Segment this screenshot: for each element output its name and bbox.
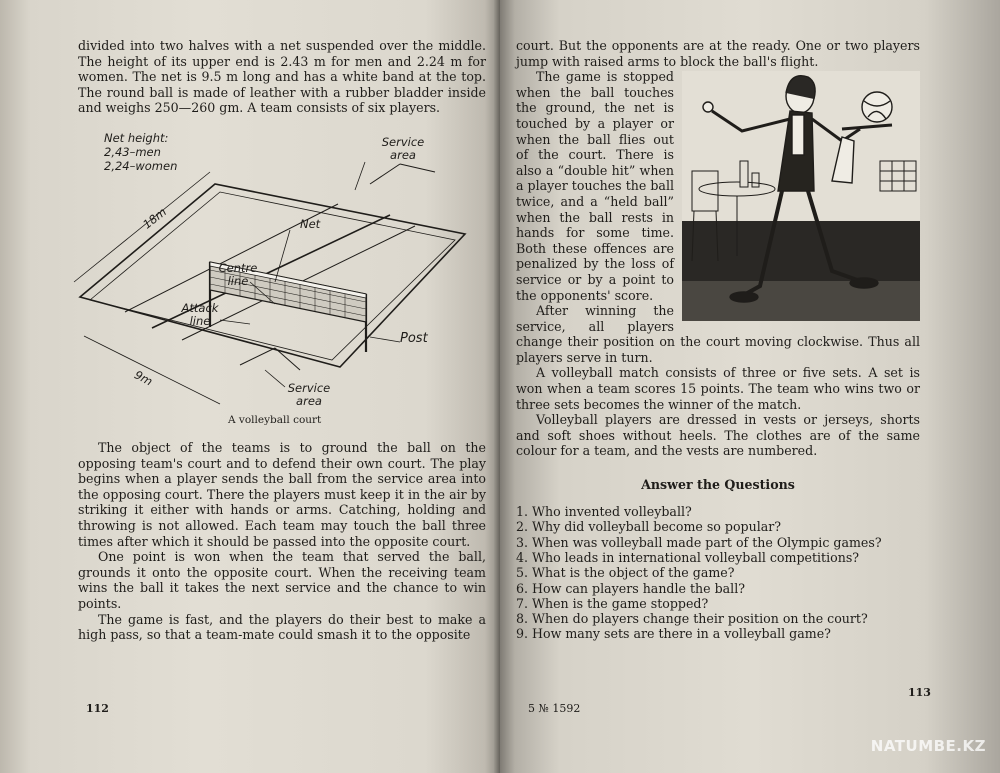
- right-paragraph-1: court. But the opponents are at the ready. One or two players jump with raised arms to block the ball's flight.: [516, 38, 920, 69]
- question-item: 7. When is the game stopped?: [516, 595, 709, 611]
- net-label: Net: [300, 216, 321, 231]
- left-paragraph-3: One point is won when the team that served the ball, grounds it onto the opposite court. When the receiving team wins the ball it takes the next service and the chance to win points.: [78, 549, 486, 611]
- figure-caption: A volleyball court: [228, 413, 322, 426]
- question-item: 2. Why did volleyball become so popular?: [516, 519, 782, 535]
- right-paragraph-4: A volleyball match consists of three or five sets. A set is won when a team scores 15 points. The team who wins two or three sets becomes the winner of the match.: [516, 365, 920, 412]
- service-area-bottom-label: Service area: [287, 380, 331, 408]
- right-paragraph-3: After winning the service, all players change their position on the court moving clockwise. Thus all players serve in turn.: [516, 303, 920, 365]
- service-area-top-label: Service area: [381, 134, 425, 162]
- left-paragraph-1: divided into two halves with a net suspended over the middle. The height of its upper end is 2.43 m for men and 2.24 m for women. The net is 9.5 m long and has a white band at the top. The round ball is made of leather with a rubber bladder inside and weighs 250—260 gm. A team consists of six players.: [78, 38, 486, 116]
- court-length-label: 18m: [140, 204, 170, 232]
- left-paragraph-2: The object of the teams is to ground the ball on the opposing team's court and to defend their own court. The play begins when a player sends the ball from the service area into the opposing court. There the players must keep it in the air by striking it either with hands or arms. Catching, holding and throwing is not allowed. Each team may touch the ball three times after which it should be passed into the opposite court.: [78, 439, 486, 549]
- left-page-number: 112: [86, 702, 109, 715]
- question-item: 4. Who leads in international volleyball competitions?: [516, 549, 860, 565]
- questions-heading: Answer the Questions: [641, 477, 795, 493]
- volleyball-court-figure: [78, 122, 486, 430]
- centre-line-label: Centre line: [218, 260, 258, 288]
- net-height-title: Net height:: [104, 130, 169, 145]
- question-item: 5. What is the object of the game?: [516, 565, 735, 581]
- signature-mark: 5 № 1592: [528, 702, 581, 715]
- post-label: Post: [400, 330, 428, 346]
- watermark: NATUMBE.KZ: [870, 737, 986, 755]
- right-page: [500, 0, 1000, 773]
- question-item: 6. How can players handle the ball?: [516, 580, 745, 596]
- right-page-number: 113: [908, 686, 931, 699]
- question-item: 3. When was volleyball made part of the Olympic games?: [516, 534, 882, 550]
- court-width-label: 9m: [132, 367, 155, 389]
- volleyball-player-illustration: [682, 71, 920, 321]
- net-height-women: 2,24–women: [104, 158, 178, 173]
- question-item: 9. How many sets are there in a volleyball game?: [516, 626, 831, 642]
- left-paragraph-4: The game is fast, and the players do their best to make a high pass, so that a team-mate could smash it to the opposite: [78, 611, 486, 643]
- right-paragraph-5: Volleyball players are dressed in vests or jerseys, shorts and soft shoes without heels. The clothes are of the same colour for a team, and the vests are numbered.: [516, 412, 920, 459]
- right-paragraph-2: The game is stopped when the ball touches the ground, the net is touched by a player or when the ball flies out of the court. There is also a “double hit” when a player touches the ball twice, and a “held ball” when the ball rests in hands for some time. Both these offences are penalized by the loss of service or by a point to the opponents' score.: [516, 69, 674, 303]
- question-item: 1. Who invented volleyball?: [516, 504, 692, 520]
- attack-line-label: Attack line: [181, 300, 219, 328]
- question-item: 8. When do players change their position on the court?: [516, 611, 868, 627]
- net-height-men: 2,43–men: [104, 144, 161, 159]
- questions-list: [516, 504, 920, 642]
